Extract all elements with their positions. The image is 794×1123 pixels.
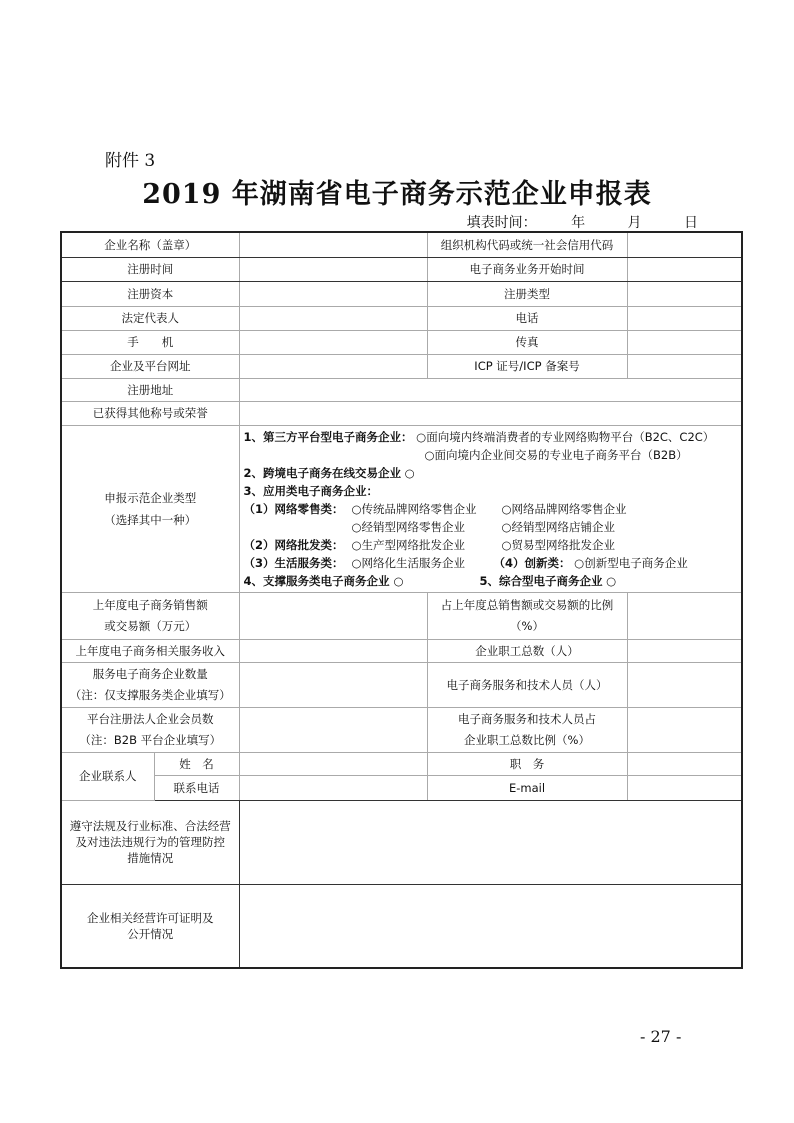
year-label: 年 [571, 215, 586, 231]
demo-type-label-line1: 申报示范企业类型 [104, 490, 197, 505]
reg-capital-input[interactable] [239, 281, 427, 306]
mobile-label: 手 机 [61, 330, 239, 354]
position-input[interactable] [627, 752, 742, 775]
type5-label: 5、综合型电子商务企业 [479, 573, 603, 588]
tech-staff-label: 电子商务服务和技术人员（人） [427, 662, 627, 707]
tech-staff-input[interactable] [627, 662, 742, 707]
served-count-input[interactable] [239, 662, 427, 707]
legal-rep-label: 法定代表人 [61, 306, 239, 330]
sales-ratio-line1: 占上年度总销售额或交易额的比例 [440, 598, 614, 612]
position-label: 职 务 [427, 752, 627, 775]
wholesale-option-trade[interactable]: ○贸易型网络批发企业 [501, 537, 616, 552]
sales-label [61, 592, 239, 639]
fill-time-label: 填表时间： [466, 215, 537, 231]
compliance-line3: 措施情况 [127, 851, 174, 865]
license-line2: 公开情况 [127, 926, 174, 941]
service-income-input[interactable] [239, 639, 427, 662]
compliance-label [61, 800, 239, 884]
served-count-line2: （注：仅支撑服务类企业填写） [69, 688, 231, 702]
tech-ratio-label [427, 707, 627, 752]
contact-name-label: 姓 名 [154, 752, 239, 775]
ec-start-time-label: 电子商务业务开始时间 [427, 257, 627, 281]
fax-input[interactable] [627, 330, 742, 354]
icp-input[interactable] [627, 354, 742, 378]
sales-ratio-line2: （%） [510, 619, 544, 633]
website-input[interactable] [239, 354, 427, 378]
sales-label-line2: 或交易额（万元） [104, 619, 197, 633]
reg-type-input[interactable] [627, 281, 742, 306]
sales-ratio-label [427, 592, 627, 639]
members-label [61, 707, 239, 752]
attachment-label: 附件 3 [105, 151, 156, 171]
contact-name-input[interactable] [239, 752, 427, 775]
fill-date [467, 212, 698, 232]
type3-label: 3、应用类电子商务企业： [243, 483, 379, 498]
reg-time-input[interactable] [239, 257, 427, 281]
members-input[interactable] [239, 707, 427, 752]
icp-label: ICP 证号/ICP 备案号 [427, 354, 627, 378]
mobile-input[interactable] [239, 330, 427, 354]
type1-label: 1、第三方平台型电子商务企业： [243, 429, 413, 444]
retail-option-online-brand[interactable]: ○网络品牌网络零售企业 [501, 501, 627, 516]
demo-type-options [239, 425, 742, 592]
license-line1: 企业相关经营许可证明及 [87, 910, 214, 925]
legal-rep-input[interactable] [239, 306, 427, 330]
innovation-option[interactable]: ○创新型电子商务企业 [574, 555, 688, 570]
phone-label: 电话 [427, 306, 627, 330]
retail-option-distributor[interactable]: ○经销型网络零售企业 [351, 519, 466, 534]
company-name-label: 企业名称（盖章） [61, 232, 239, 257]
tech-ratio-input[interactable] [627, 707, 742, 752]
fax-label: 传真 [427, 330, 627, 354]
reg-type-label: 注册类型 [427, 281, 627, 306]
contact-phone-label: 联系电话 [154, 775, 239, 800]
sales-input[interactable] [239, 592, 427, 639]
reg-capital-label: 注册资本 [61, 281, 239, 306]
ec-start-time-input[interactable] [627, 257, 742, 281]
type5-radio[interactable]: ○ [606, 573, 617, 588]
type1-option-b2b[interactable]: ○面向境内企业间交易的专业电子商务平台（B2B） [424, 447, 688, 462]
honors-input[interactable] [239, 401, 742, 425]
email-input[interactable] [627, 775, 742, 800]
org-code-label: 组织机构代码或统一社会信用代码 [427, 232, 627, 257]
reg-address-label: 注册地址 [61, 378, 239, 401]
retail-label: （1）网络零售类： [243, 501, 344, 516]
served-count-label [61, 662, 239, 707]
page-title: 2019 年湖南省电子商务示范企业申报表 [142, 179, 652, 210]
life-service-label: （3）生活服务类： [243, 555, 344, 570]
members-line1: 平台注册法人企业会员数 [87, 712, 214, 726]
email-label: E-mail [427, 775, 627, 800]
type4-radio[interactable]: ○ [393, 573, 404, 588]
company-name-input[interactable] [239, 232, 427, 257]
reg-address-input[interactable] [239, 378, 742, 401]
org-code-input[interactable] [627, 232, 742, 257]
contact-phone-input[interactable] [239, 775, 427, 800]
tech-ratio-line1: 电子商务服务和技术人员占 [458, 712, 596, 726]
retail-option-traditional[interactable]: ○传统品牌网络零售企业 [351, 501, 477, 516]
wholesale-option-production[interactable]: ○生产型网络批发企业 [351, 537, 466, 552]
served-count-line1: 服务电子商务企业数量 [92, 667, 208, 681]
wholesale-label: （2）网络批发类： [243, 537, 344, 552]
compliance-line2: 及对违法违规行为的管理防控 [75, 835, 225, 849]
life-service-option[interactable]: ○网络化生活服务企业 [351, 555, 466, 570]
phone-input[interactable] [627, 306, 742, 330]
compliance-input[interactable] [239, 800, 742, 884]
type4-label: 4、支撑服务类电子商务企业 [243, 573, 390, 588]
month-label: 月 [627, 215, 642, 231]
honors-label: 已获得其他称号或荣誉 [61, 401, 239, 425]
day-label: 日 [684, 215, 698, 231]
demo-type-label-line2: （选择其中一种） [104, 512, 197, 527]
type4-group [244, 572, 480, 590]
members-line2: （注：B2B 平台企业填写） [79, 733, 222, 747]
type1-option-b2c[interactable]: ○面向境内终端消费者的专业网络购物平台（B2C、C2C） [416, 429, 715, 444]
type2-label: 2、跨境电子商务在线交易企业 [243, 465, 402, 480]
license-input[interactable] [239, 884, 742, 968]
application-form [60, 231, 743, 969]
sales-ratio-input[interactable] [627, 592, 742, 639]
license-label [61, 884, 239, 968]
sales-label-line1: 上年度电子商务销售额 [92, 598, 208, 612]
type2-radio[interactable]: ○ [404, 465, 415, 480]
retail-option-store[interactable]: ○经销型网络店铺企业 [501, 519, 616, 534]
reg-time-label: 注册时间 [61, 257, 239, 281]
page-number: - 27 - [640, 1027, 682, 1046]
service-income-label: 上年度电子商务相关服务收入 [61, 639, 239, 662]
employees-label: 企业职工总数（人） [427, 639, 627, 662]
tech-ratio-line2: 企业职工总数比例（%） [464, 733, 590, 747]
demo-type-label [61, 425, 239, 592]
compliance-line1: 遵守法规及行业标准、合法经营 [69, 819, 231, 833]
website-label: 企业及平台网址 [61, 354, 239, 378]
innovation-label: （4）创新类： [493, 555, 571, 570]
employees-input[interactable] [627, 639, 742, 662]
contact-label: 企业联系人 [61, 752, 154, 800]
